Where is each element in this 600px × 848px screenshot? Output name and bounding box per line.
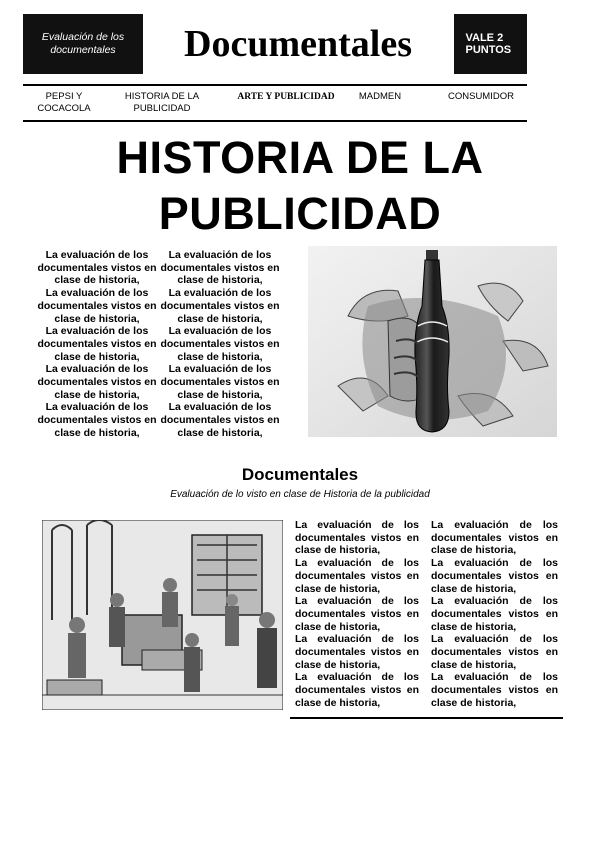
paragraph: La evaluación de los documentales vistos en clase de historia, (295, 633, 419, 671)
paragraph: La evaluación de los documentales vistos en clase de historia, (295, 671, 419, 709)
text-column-4 (431, 519, 558, 710)
coca-cola-bottle-photo (308, 246, 557, 437)
nav-item-historia-publicidad[interactable]: HISTORIA DE LA PUBLICIDAD (124, 91, 200, 114)
nav-item-pepsi-cocacola[interactable]: PEPSI Y COCACOLA (37, 91, 91, 114)
ear-left-box (23, 14, 143, 74)
text-column-3 (295, 519, 419, 710)
paragraph: La evaluación de los documentales vistos en clase de historia, (37, 249, 157, 287)
paragraph: La evaluación de los documentales vistos en clase de historia, (431, 671, 558, 709)
paragraph: La evaluación de los documentales vistos en clase de historia, (431, 595, 558, 633)
nav-item-arte-publicidad[interactable]: ARTE Y PUBLICIDAD (237, 92, 335, 102)
paragraph: La evaluación de los documentales vistos en clase de historia, (431, 519, 558, 557)
paragraph: La evaluación de los documentales vistos en clase de historia, (160, 249, 280, 287)
ear-left-text: Evaluación de los documentales (41, 31, 125, 56)
text-column-1 (36, 249, 158, 440)
paragraph: La evaluación de los documentales vistos en clase de historia, (431, 633, 558, 671)
paragraph: La evaluación de los documentales vistos en clase de historia, (160, 325, 280, 363)
paragraph: La evaluación de los documentales vistos en clase de historia, (37, 287, 157, 325)
section-title: Documentales (241, 465, 359, 484)
paragraph: La evaluación de los documentales vistos en clase de historia, (160, 363, 280, 401)
paragraph: La evaluación de los documentales vistos en clase de historia, (295, 557, 419, 595)
headline: HISTORIA DE LA PUBLICIDAD (116, 132, 484, 239)
column-end-rule (290, 717, 563, 719)
paragraph: La evaluación de los documentales vistos en clase de historia, (37, 363, 157, 401)
paragraph: La evaluación de los documentales vistos en clase de historia, (37, 325, 157, 363)
nav-item-consumidor[interactable]: CONSUMIDOR (448, 91, 514, 102)
printing-workshop-engraving (42, 520, 283, 710)
text-column-2 (160, 249, 280, 440)
masthead-title: Documentales (184, 23, 412, 65)
paragraph: La evaluación de los documentales vistos en clase de historia, (431, 557, 558, 595)
nav-rule-bottom (23, 120, 527, 122)
nav-rule-top (23, 84, 527, 86)
paragraph: La evaluación de los documentales vistos en clase de historia, (160, 401, 280, 439)
ear-right-box (454, 14, 527, 74)
ear-right-text: VALE 2 PUNTOS (465, 32, 512, 56)
paragraph: La evaluación de los documentales vistos en clase de historia, (37, 401, 157, 439)
nav-item-madmen[interactable]: MADMEN (358, 91, 402, 102)
paragraph: La evaluación de los documentales vistos en clase de historia, (295, 519, 419, 557)
section-subtitle: Evaluación de lo visto en clase de Historia de la publicidad (170, 489, 430, 500)
paragraph: La evaluación de los documentales vistos en clase de historia, (160, 287, 280, 325)
paragraph: La evaluación de los documentales vistos en clase de historia, (295, 595, 419, 633)
